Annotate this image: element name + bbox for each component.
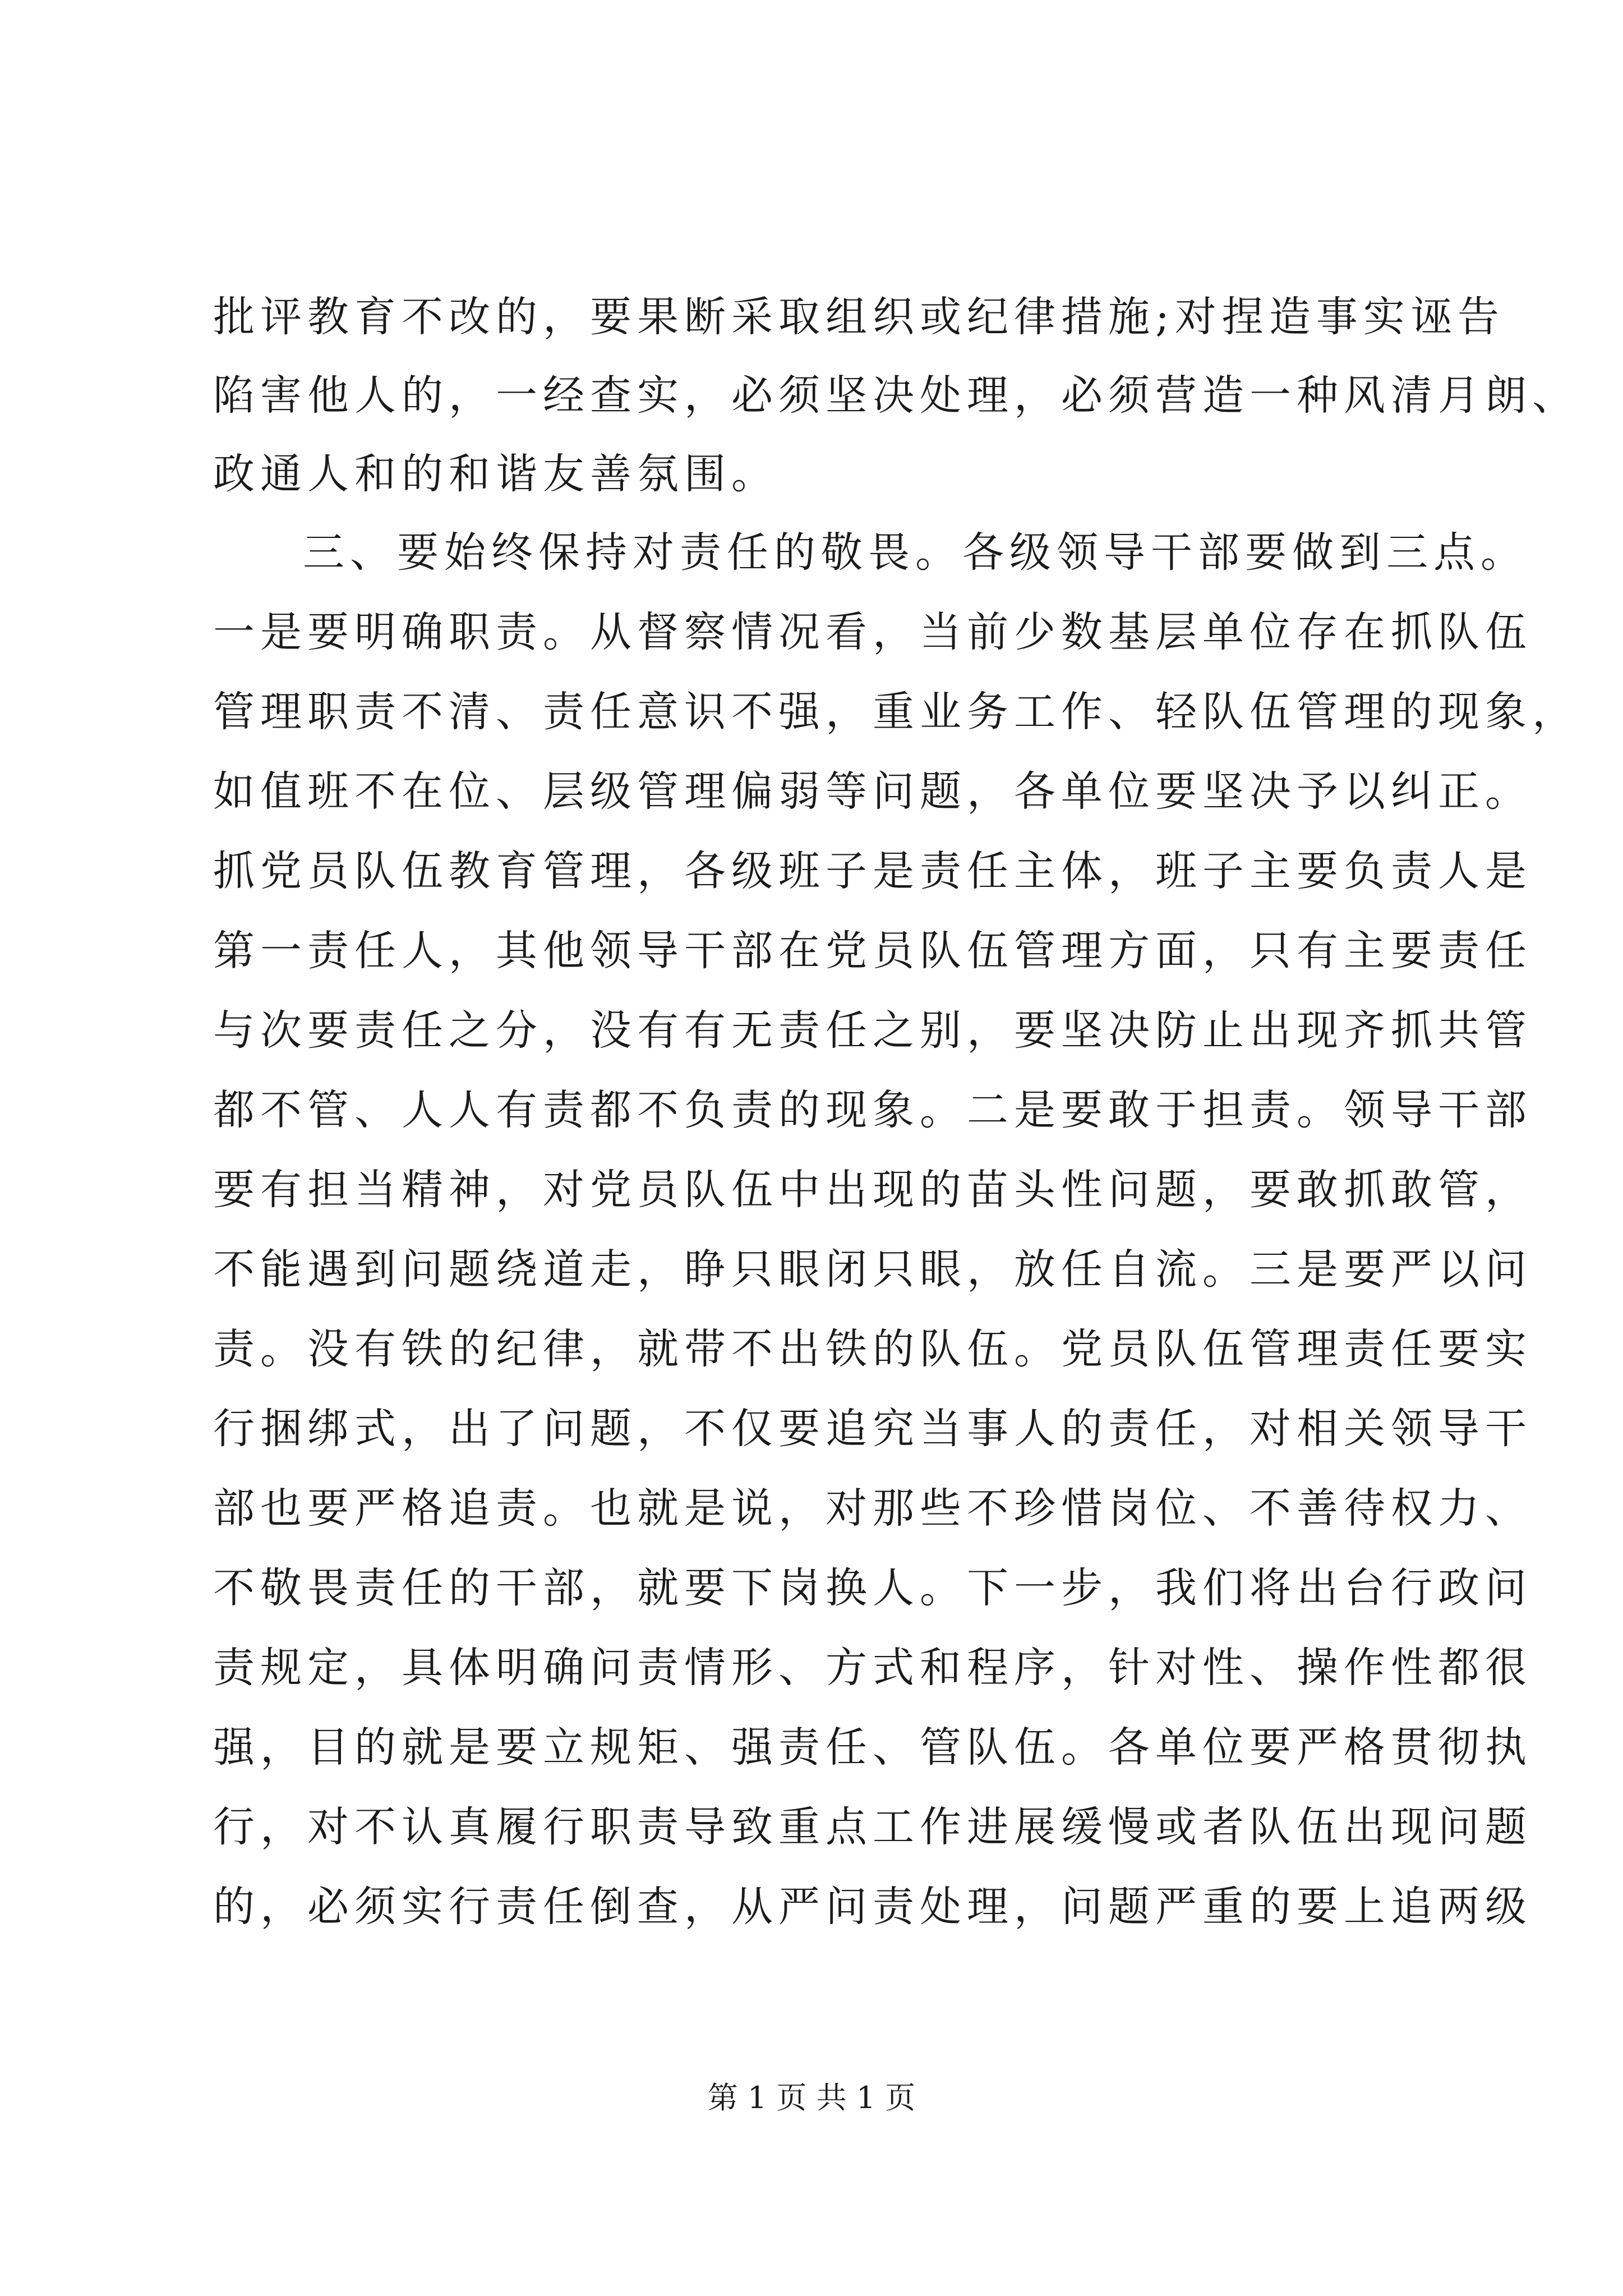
text-line: 的，必须实行责任倒查，从严问责处理，问题严重的要上追两级 [213,1883,1532,1931]
page-footer: 第 1 页 共 1 页 [707,2080,916,2115]
text-line: 要有担当精神，对党员队伍中出现的苗头性问题，要敢抓敢管， [213,1166,1532,1214]
text-line: 部也要严格追责。也就是说，对那些不珍惜岗位、不善待权力、 [213,1484,1532,1533]
paragraph-start-line: 三、要始终保持对责任的敬畏。各级领导干部要做到三点。 [303,528,1528,577]
text-line: 强，目的就是要立规矩、强责任、管队伍。各单位要严格贯彻执 [213,1723,1532,1772]
text-line: 政通人和的和谐友善氛围。 [213,450,778,498]
text-line: 如值班不在位、层级管理偏弱等问题，各单位要坚决予以纠正。 [213,767,1532,816]
text-line: 第一责任人，其他领导干部在党员队伍管理方面，只有主要责任 [213,927,1532,975]
text-line: 都不管、人人有责都不负责的现象。二是要敢于担责。领导干部 [213,1086,1532,1134]
text-line: 行，对不认真履行职责导致重点工作进展缓慢或者队伍出现问题 [213,1803,1532,1851]
text-line: 管理职责不清、责任意识不强，重业务工作、轻队伍管理的现象， [213,688,1579,736]
text-line: 不敬畏责任的干部，就要下岗换人。下一步，我们将出台行政问 [213,1564,1532,1612]
text-line: 不能遇到问题绕道走，睁只眼闭只眼，放任自流。三是要严以问 [213,1245,1532,1294]
text-line: 责规定，具体明确问责情形、方式和程序，针对性、操作性都很 [213,1644,1532,1692]
text-line: 责。没有铁的纪律，就带不出铁的队伍。党员队伍管理责任要实 [213,1325,1532,1373]
text-line: 一是要明确职责。从督察情况看，当前少数基层单位存在抓队伍 [213,608,1532,656]
text-line: 行捆绑式，出了问题，不仅要追究当事人的责任，对相关领导干 [213,1405,1532,1453]
text-line: 抓党员队伍教育管理，各级班子是责任主体，班子主要负责人是 [213,847,1532,895]
text-line: 与次要责任之分，没有有无责任之别，要坚决防止出现齐抓共管 [213,1006,1532,1055]
text-line: 批评教育不改的，要果断采取组织或纪律措施;对捏造事实诬告 [213,293,1505,341]
text-line: 陷害他人的，一经查实，必须坚决处理，必须营造一种风清月朗、 [213,371,1579,420]
